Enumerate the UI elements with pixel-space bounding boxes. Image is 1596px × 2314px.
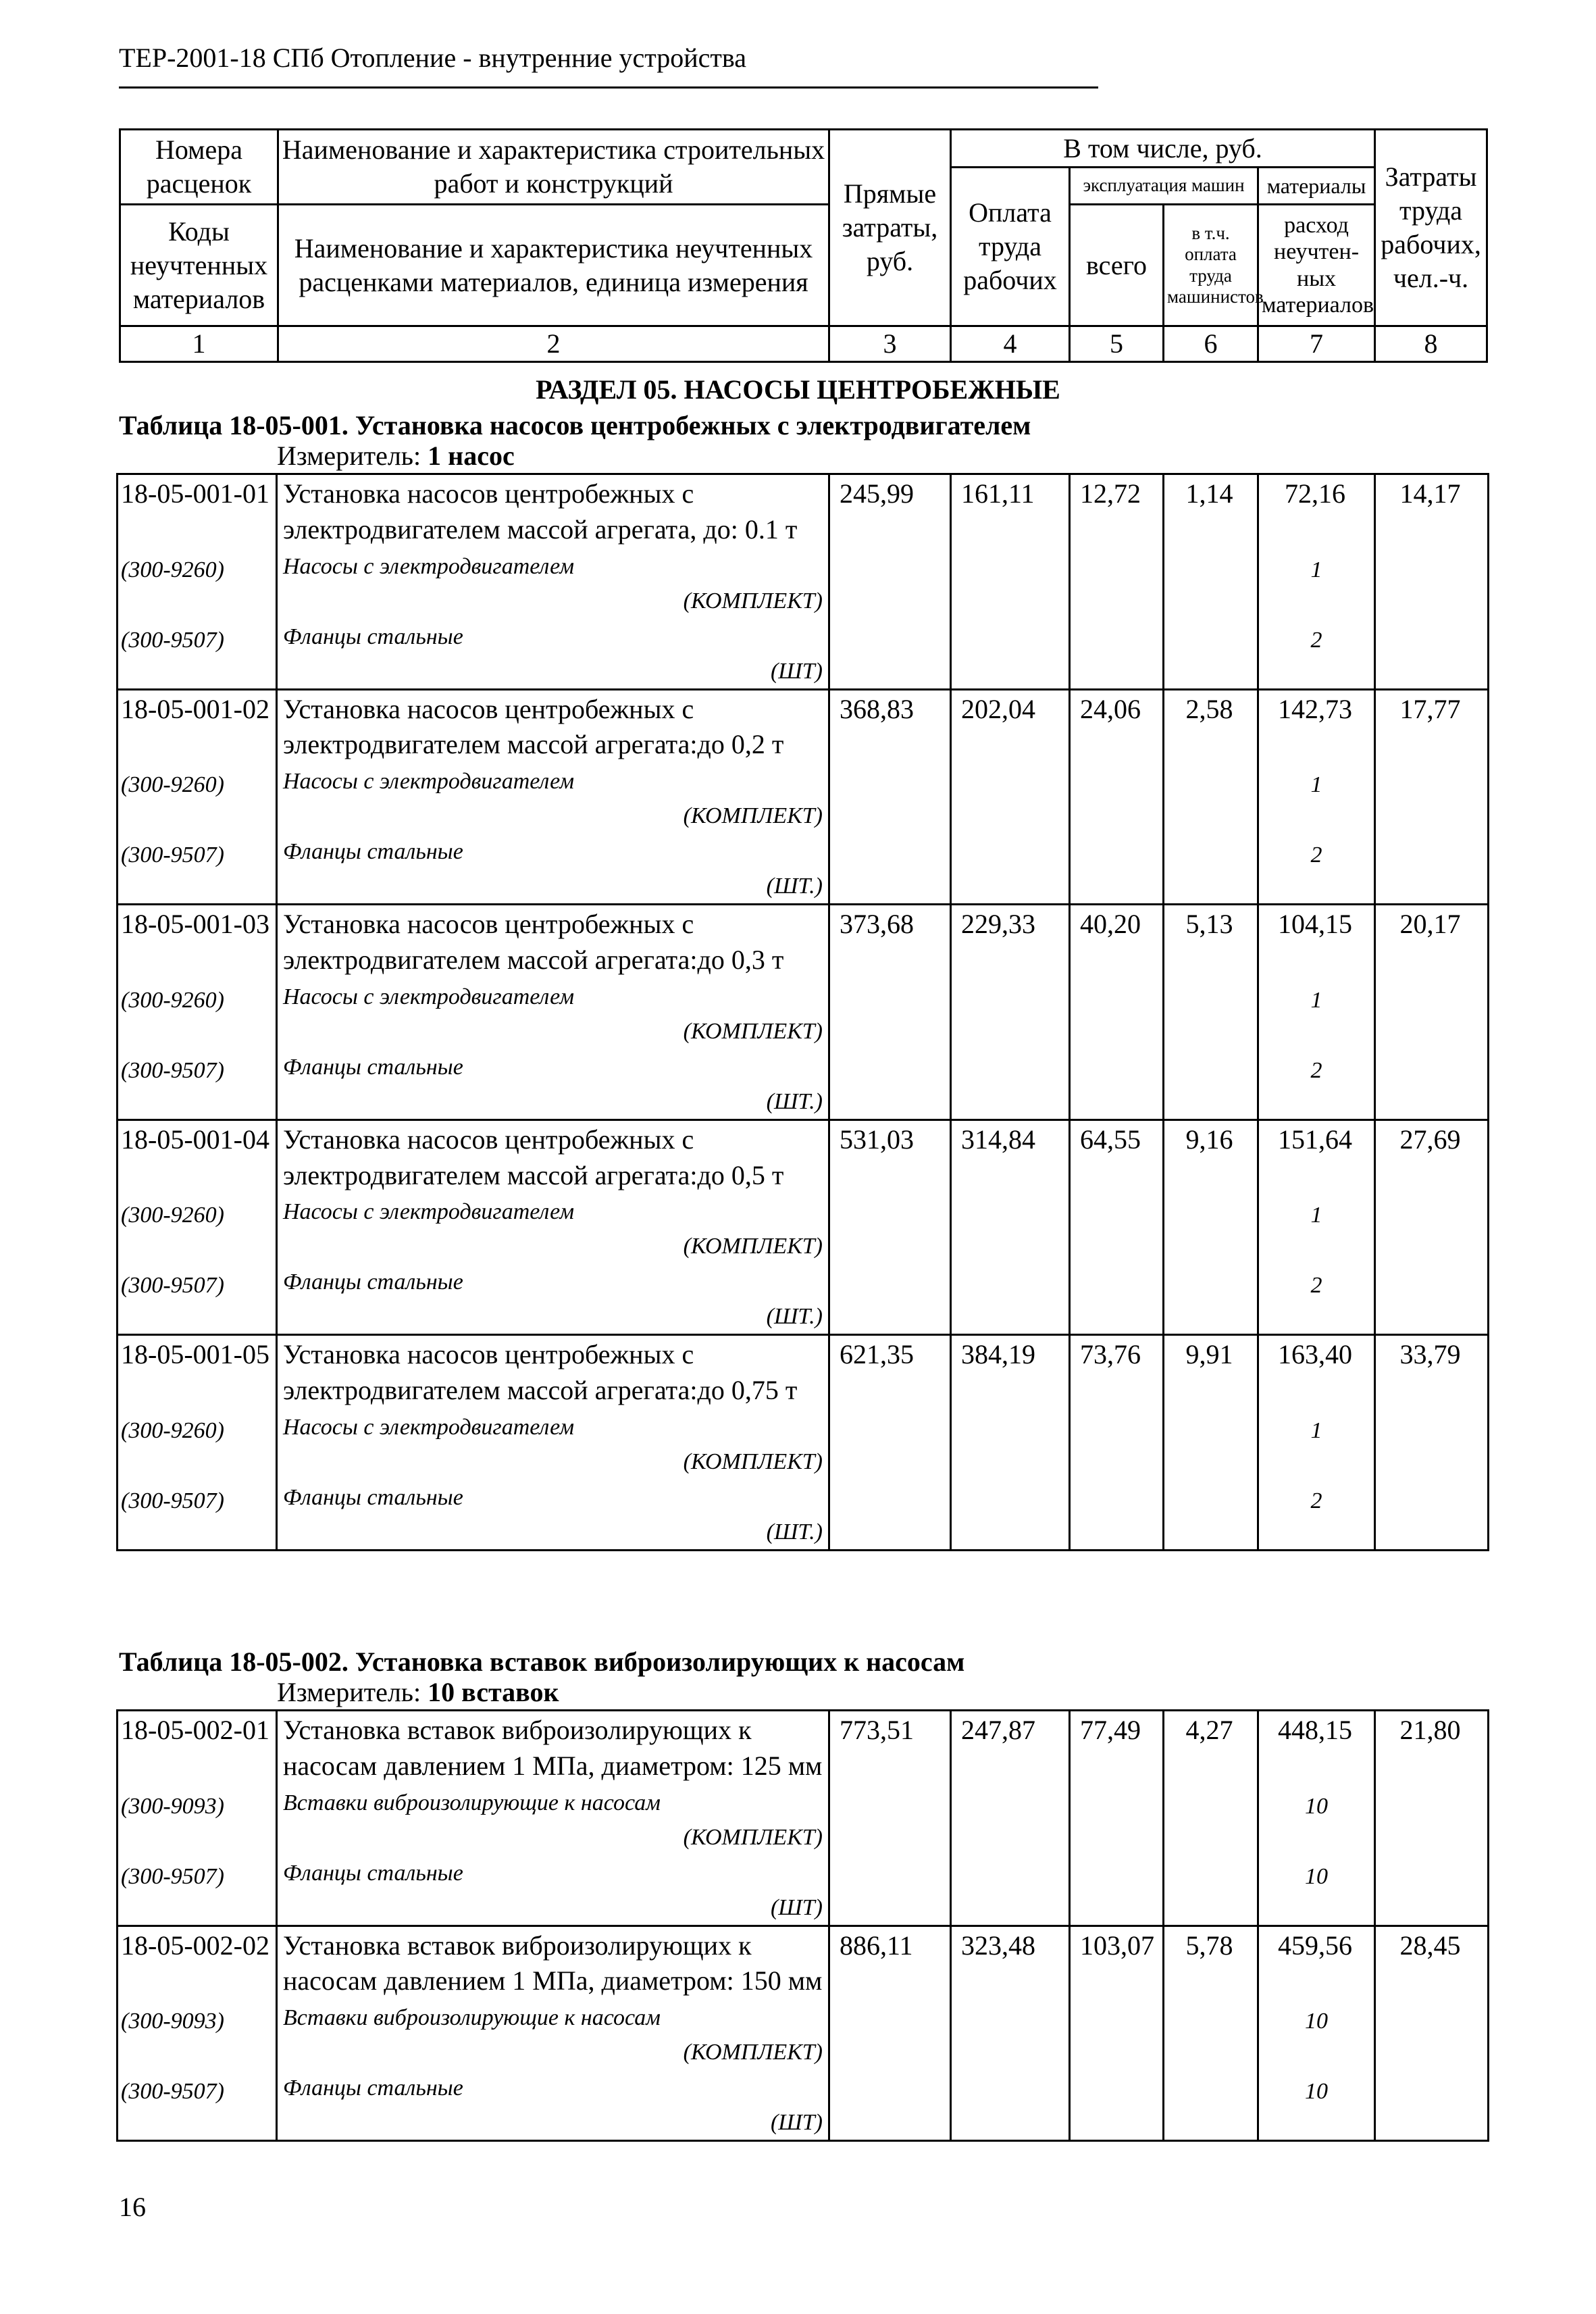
rate-description: Установка насосов центробежных с электродвигателем массой агрегата:до 0,2 т xyxy=(277,689,829,763)
material-quantity: 10 xyxy=(1258,1855,1375,1926)
material-description xyxy=(277,2069,829,2141)
direct-cost: 773,51 xyxy=(829,1711,951,1784)
machine-cost: 24,06 xyxy=(1070,689,1164,763)
empty-cell xyxy=(951,1999,1070,2069)
empty-cell xyxy=(1070,1479,1164,1551)
machine-cost: 103,07 xyxy=(1070,1926,1164,1999)
material-name: Фланцы стальные xyxy=(283,1860,463,1886)
labor-hours: 27,69 xyxy=(1375,1120,1489,1193)
empty-cell xyxy=(1164,1855,1258,1926)
column-number-1: 1 xyxy=(120,326,278,362)
rate-row xyxy=(118,474,1489,548)
material-row xyxy=(118,763,1489,833)
material-description xyxy=(277,1855,829,1926)
empty-cell xyxy=(1070,1409,1164,1479)
material-description xyxy=(277,548,829,618)
empty-cell xyxy=(829,1409,951,1479)
empty-cell xyxy=(1070,1193,1164,1263)
empty-cell xyxy=(951,1409,1070,1479)
material-quantity: 1 xyxy=(1258,1409,1375,1479)
empty-cell xyxy=(829,763,951,833)
rate-code: 18-05-002-02 xyxy=(118,1926,277,1999)
direct-cost: 245,99 xyxy=(829,474,951,548)
rate-description: Установка вставок виброизолирующих к насосам давлением 1 МПа, диаметром: 125 мм xyxy=(277,1711,829,1784)
material-description xyxy=(277,1479,829,1551)
rate-row xyxy=(118,1926,1489,1999)
material-name: Фланцы стальные xyxy=(283,1054,463,1080)
empty-cell xyxy=(1164,1193,1258,1263)
rate-description: Установка вставок виброизолирующих к насосам давлением 1 МПа, диаметром: 150 мм xyxy=(277,1926,829,1999)
empty-cell xyxy=(951,978,1070,1049)
empty-cell xyxy=(1375,2069,1489,2141)
material-quantity: 2 xyxy=(1258,618,1375,690)
machinist-labor-cost: 9,16 xyxy=(1164,1120,1258,1193)
material-name: Вставки виброизолирующие к насосам xyxy=(283,2005,661,2031)
empty-cell xyxy=(1375,1049,1489,1120)
empty-cell xyxy=(829,833,951,905)
column-number-2: 2 xyxy=(278,326,829,362)
rate-row xyxy=(118,689,1489,763)
material-name: Фланцы стальные xyxy=(283,839,463,865)
empty-cell xyxy=(829,1999,951,2069)
labor-hours: 21,80 xyxy=(1375,1711,1489,1784)
labor-hours: 28,45 xyxy=(1375,1926,1489,1999)
material-description xyxy=(277,1049,829,1120)
material-row xyxy=(118,1855,1489,1926)
labor-cost: 202,04 xyxy=(951,689,1070,763)
materials-cost: 142,73 xyxy=(1258,689,1375,763)
material-code: (300-9260) xyxy=(118,1193,277,1263)
rate-code: 18-05-001-05 xyxy=(118,1335,277,1409)
table-meter xyxy=(277,1676,559,1708)
empty-cell xyxy=(1375,1409,1489,1479)
empty-cell xyxy=(829,1479,951,1551)
rate-code: 18-05-001-03 xyxy=(118,905,277,978)
machinist-labor-cost: 9,91 xyxy=(1164,1335,1258,1409)
machine-cost: 64,55 xyxy=(1070,1120,1164,1193)
material-unit: (КОМПЛЕКТ) xyxy=(683,803,823,829)
empty-cell xyxy=(1164,618,1258,690)
page-number: 16 xyxy=(119,2192,146,2222)
header-col3: Прямые затраты, руб. xyxy=(829,130,951,326)
empty-cell xyxy=(1164,548,1258,618)
empty-cell xyxy=(1070,833,1164,905)
rate-code: 18-05-001-04 xyxy=(118,1120,277,1193)
machinist-labor-cost: 5,13 xyxy=(1164,905,1258,978)
header-col1-top: Номера расценок xyxy=(120,130,278,205)
material-row xyxy=(118,2069,1489,2141)
empty-cell xyxy=(1375,548,1489,618)
materials-cost: 72,16 xyxy=(1258,474,1375,548)
empty-cell xyxy=(951,1049,1070,1120)
material-unit: (ШТ.) xyxy=(766,874,823,899)
machinist-labor-cost: 4,27 xyxy=(1164,1711,1258,1784)
empty-cell xyxy=(951,1855,1070,1926)
labor-hours: 17,77 xyxy=(1375,689,1489,763)
material-name: Насосы с электродвигателем xyxy=(283,984,575,1009)
empty-cell xyxy=(1070,763,1164,833)
empty-cell xyxy=(951,1193,1070,1263)
labor-hours: 33,79 xyxy=(1375,1335,1489,1409)
direct-cost: 368,83 xyxy=(829,689,951,763)
material-quantity: 2 xyxy=(1258,1049,1375,1120)
material-row xyxy=(118,1193,1489,1263)
empty-cell xyxy=(1375,1193,1489,1263)
empty-cell xyxy=(1070,1263,1164,1335)
empty-cell xyxy=(1375,833,1489,905)
section-title: РАЗДЕЛ 05. НАСОСЫ ЦЕНТРОБЕЖНЫЕ xyxy=(536,374,1060,405)
material-code: (300-9093) xyxy=(118,1999,277,2069)
empty-cell xyxy=(1164,2069,1258,2141)
empty-cell xyxy=(1070,2069,1164,2141)
empty-cell xyxy=(1164,978,1258,1049)
direct-cost: 531,03 xyxy=(829,1120,951,1193)
labor-cost: 323,48 xyxy=(951,1926,1070,1999)
empty-cell xyxy=(1375,618,1489,690)
direct-cost: 373,68 xyxy=(829,905,951,978)
material-quantity: 1 xyxy=(1258,763,1375,833)
rate-code: 18-05-001-01 xyxy=(118,474,277,548)
material-row xyxy=(118,548,1489,618)
header-rule xyxy=(119,86,1098,89)
meter-value: 1 насос xyxy=(428,441,515,471)
labor-hours: 20,17 xyxy=(1375,905,1489,978)
material-name: Насосы с электродвигателем xyxy=(283,1199,575,1225)
machine-cost: 40,20 xyxy=(1070,905,1164,978)
empty-cell xyxy=(951,618,1070,690)
empty-cell xyxy=(1375,763,1489,833)
empty-cell xyxy=(1375,1784,1489,1855)
material-unit: (ШТ) xyxy=(770,1894,823,1920)
empty-cell xyxy=(1164,1479,1258,1551)
column-number-3: 3 xyxy=(829,326,951,362)
rate-row xyxy=(118,1120,1489,1193)
labor-cost: 229,33 xyxy=(951,905,1070,978)
material-row xyxy=(118,1479,1489,1551)
material-unit: (КОМПЛЕКТ) xyxy=(683,1018,823,1044)
empty-cell xyxy=(1070,548,1164,618)
material-code: (300-9507) xyxy=(118,1263,277,1335)
material-description xyxy=(277,618,829,690)
material-description xyxy=(277,1784,829,1855)
labor-cost: 161,11 xyxy=(951,474,1070,548)
empty-cell xyxy=(951,1784,1070,1855)
material-code: (300-9507) xyxy=(118,618,277,690)
meter-label: Измеритель: xyxy=(277,441,421,471)
material-name: Фланцы стальные xyxy=(283,1484,463,1510)
table-meter xyxy=(277,440,515,472)
material-code: (300-9507) xyxy=(118,1479,277,1551)
empty-cell xyxy=(1375,1855,1489,1926)
empty-cell xyxy=(829,1855,951,1926)
empty-cell xyxy=(829,978,951,1049)
material-name: Фланцы стальные xyxy=(283,624,463,649)
material-code: (300-9260) xyxy=(118,763,277,833)
material-name: Вставки виброизолирующие к насосам xyxy=(283,1790,661,1815)
materials-cost: 151,64 xyxy=(1258,1120,1375,1193)
materials-cost: 448,15 xyxy=(1258,1711,1375,1784)
column-number-6: 6 xyxy=(1164,326,1258,362)
column-number-7: 7 xyxy=(1258,326,1375,362)
material-code: (300-9507) xyxy=(118,833,277,905)
rate-code: 18-05-002-01 xyxy=(118,1711,277,1784)
empty-cell xyxy=(1070,1049,1164,1120)
empty-cell xyxy=(1070,1784,1164,1855)
material-unit: (КОМПЛЕКТ) xyxy=(683,1234,823,1259)
material-name: Фланцы стальные xyxy=(283,2076,463,2101)
header-col6: в т.ч. оплата труда машинистов xyxy=(1164,205,1258,326)
material-code: (300-9093) xyxy=(118,1784,277,1855)
header-col2-top: Наименование и характеристика строительных работ и конструкций xyxy=(278,130,829,205)
machine-cost: 12,72 xyxy=(1070,474,1164,548)
running-head: ТЕР-2001-18 СПб Отопление - внутренние устройства xyxy=(119,43,746,73)
material-name: Насосы с электродвигателем xyxy=(283,1414,575,1440)
empty-cell xyxy=(951,2069,1070,2141)
rates-table xyxy=(116,1709,1489,2142)
material-unit: (ШТ) xyxy=(770,658,823,684)
column-number-5: 5 xyxy=(1070,326,1164,362)
meter-label: Измеритель: xyxy=(277,1677,421,1707)
material-name: Фланцы стальные xyxy=(283,1269,463,1295)
material-description xyxy=(277,1409,829,1479)
empty-cell xyxy=(829,2069,951,2141)
empty-cell xyxy=(1070,1855,1164,1926)
empty-cell xyxy=(1375,978,1489,1049)
header-materials: материалы xyxy=(1258,168,1375,205)
material-unit: (КОМПЛЕКТ) xyxy=(683,1449,823,1474)
rate-description: Установка насосов центробежных с электродвигателем массой агрегата:до 0,75 т xyxy=(277,1335,829,1409)
material-unit: (КОМПЛЕКТ) xyxy=(683,2040,823,2065)
material-code: (300-9507) xyxy=(118,1855,277,1926)
material-unit: (ШТ.) xyxy=(766,1519,823,1544)
labor-hours: 14,17 xyxy=(1375,474,1489,548)
empty-cell xyxy=(1164,1409,1258,1479)
material-description xyxy=(277,1263,829,1335)
material-description xyxy=(277,1193,829,1263)
empty-cell xyxy=(951,833,1070,905)
column-number-row xyxy=(120,326,1487,362)
material-code: (300-9260) xyxy=(118,978,277,1049)
material-row xyxy=(118,978,1489,1049)
machine-cost: 73,76 xyxy=(1070,1335,1164,1409)
empty-cell xyxy=(1164,1784,1258,1855)
header-col8: Затраты труда рабочих, чел.-ч. xyxy=(1375,130,1487,326)
material-row xyxy=(118,1263,1489,1335)
material-row xyxy=(118,1409,1489,1479)
rate-row xyxy=(118,905,1489,978)
header-col2-bottom: Наименование и характеристика неучтенных расценками материалов, единица измерения xyxy=(278,205,829,326)
material-quantity: 10 xyxy=(1258,2069,1375,2141)
header-col5: всего xyxy=(1070,205,1164,326)
empty-cell xyxy=(829,1049,951,1120)
material-quantity: 1 xyxy=(1258,978,1375,1049)
rate-code: 18-05-001-02 xyxy=(118,689,277,763)
empty-cell xyxy=(951,1263,1070,1335)
header-col7: расход неучтен-ных материалов xyxy=(1258,205,1375,326)
header-incl: В том числе, руб. xyxy=(951,130,1375,168)
empty-cell xyxy=(1375,1263,1489,1335)
material-code: (300-9260) xyxy=(118,548,277,618)
material-name: Насосы с электродвигателем xyxy=(283,553,575,579)
material-description xyxy=(277,763,829,833)
rate-description: Установка насосов центробежных с электродвигателем массой агрегата:до 0,5 т xyxy=(277,1120,829,1193)
direct-cost: 621,35 xyxy=(829,1335,951,1409)
material-quantity: 1 xyxy=(1258,548,1375,618)
empty-cell xyxy=(1164,1049,1258,1120)
material-unit: (КОМПЛЕКТ) xyxy=(683,588,823,613)
column-header-table xyxy=(119,128,1488,363)
material-description xyxy=(277,978,829,1049)
empty-cell xyxy=(1164,763,1258,833)
rate-row xyxy=(118,1335,1489,1409)
empty-cell xyxy=(1070,1999,1164,2069)
empty-cell xyxy=(951,763,1070,833)
column-number-4: 4 xyxy=(951,326,1070,362)
empty-cell xyxy=(1164,1263,1258,1335)
header-machines: эксплуатация машин xyxy=(1070,168,1258,205)
machinist-labor-cost: 2,58 xyxy=(1164,689,1258,763)
empty-cell xyxy=(1070,978,1164,1049)
empty-cell xyxy=(1070,618,1164,690)
material-row xyxy=(118,618,1489,690)
empty-cell xyxy=(829,1784,951,1855)
material-code: (300-9260) xyxy=(118,1409,277,1479)
material-row xyxy=(118,833,1489,905)
direct-cost: 886,11 xyxy=(829,1926,951,1999)
material-unit: (КОМПЛЕКТ) xyxy=(683,1824,823,1850)
material-quantity: 2 xyxy=(1258,1263,1375,1335)
material-name: Насосы с электродвигателем xyxy=(283,769,575,795)
header-col4: Оплата труда рабочих xyxy=(951,168,1070,326)
machinist-labor-cost: 5,78 xyxy=(1164,1926,1258,1999)
labor-cost: 314,84 xyxy=(951,1120,1070,1193)
material-unit: (ШТ.) xyxy=(766,1304,823,1330)
empty-cell xyxy=(1375,1999,1489,2069)
materials-cost: 104,15 xyxy=(1258,905,1375,978)
machine-cost: 77,49 xyxy=(1070,1711,1164,1784)
machinist-labor-cost: 1,14 xyxy=(1164,474,1258,548)
labor-cost: 384,19 xyxy=(951,1335,1070,1409)
header-col1-bottom: Коды неучтенных материалов xyxy=(120,205,278,326)
material-code: (300-9507) xyxy=(118,2069,277,2141)
material-code: (300-9507) xyxy=(118,1049,277,1120)
material-row xyxy=(118,1999,1489,2069)
material-row xyxy=(118,1784,1489,1855)
material-quantity: 1 xyxy=(1258,1193,1375,1263)
rate-description: Установка насосов центробежных с электродвигателем массой агрегата:до 0,3 т xyxy=(277,905,829,978)
material-quantity: 2 xyxy=(1258,1479,1375,1551)
empty-cell xyxy=(829,618,951,690)
meter-value: 10 вставок xyxy=(428,1677,559,1707)
table-title: Таблица 18-05-001. Установка насосов центробежных с электродвигателем xyxy=(119,410,1031,441)
rates-table xyxy=(116,473,1489,1551)
material-unit: (ШТ) xyxy=(770,2110,823,2136)
material-description xyxy=(277,1999,829,2069)
empty-cell xyxy=(1375,1479,1489,1551)
empty-cell xyxy=(951,548,1070,618)
material-description xyxy=(277,833,829,905)
empty-cell xyxy=(1164,833,1258,905)
table-title: Таблица 18-05-002. Установка вставок виброизолирующих к насосам xyxy=(119,1646,965,1677)
material-row xyxy=(118,1049,1489,1120)
empty-cell xyxy=(829,1263,951,1335)
material-quantity: 10 xyxy=(1258,1784,1375,1855)
material-quantity: 10 xyxy=(1258,1999,1375,2069)
rate-description: Установка насосов центробежных с электродвигателем массой агрегата, до: 0.1 т xyxy=(277,474,829,548)
rate-row xyxy=(118,1711,1489,1784)
material-unit: (ШТ.) xyxy=(766,1088,823,1114)
material-quantity: 2 xyxy=(1258,833,1375,905)
column-number-8: 8 xyxy=(1375,326,1487,362)
empty-cell xyxy=(829,548,951,618)
labor-cost: 247,87 xyxy=(951,1711,1070,1784)
empty-cell xyxy=(829,1193,951,1263)
materials-cost: 163,40 xyxy=(1258,1335,1375,1409)
empty-cell xyxy=(1164,1999,1258,2069)
empty-cell xyxy=(951,1479,1070,1551)
materials-cost: 459,56 xyxy=(1258,1926,1375,1999)
